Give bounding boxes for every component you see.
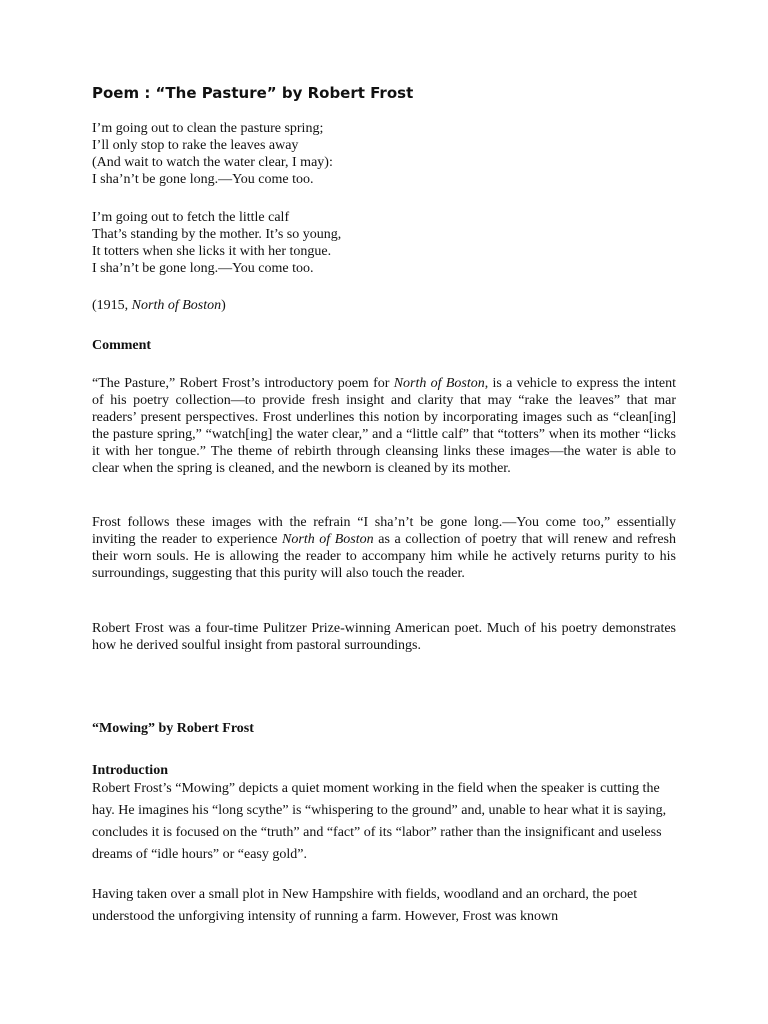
mowing-title: “Mowing” by Robert Frost	[92, 721, 254, 736]
poem-citation	[92, 297, 226, 314]
introduction-heading: Introduction	[92, 763, 168, 778]
poem-line: It totters when she licks it with her tongue.	[92, 244, 332, 259]
paragraph-text: as a collection of poetry that will renew and refresh their worn souls. He is allowing the reader to accompany him while he actively returns purity to his surroundings, suggesting that this purity will also touch the reader.	[92, 532, 676, 581]
poem-line: I sha’n’t be gone long.—You come too.	[92, 172, 314, 187]
poem-line: I’m going out to fetch the little calf	[92, 210, 290, 225]
poem-stanza-2	[92, 209, 341, 277]
poem-line: (And wait to watch the water clear, I may):	[92, 155, 333, 170]
comment-heading: Comment	[92, 338, 152, 353]
book-title: North of Boston	[393, 376, 485, 391]
book-title: North of Boston	[282, 532, 374, 547]
citation-close: )	[221, 298, 226, 313]
poem-line: I’m going out to clean the pasture spring;	[92, 121, 324, 136]
poem-line: I sha’n’t be gone long.—You come too.	[92, 261, 314, 276]
poem-line: I’ll only stop to rake the leaves away	[92, 138, 299, 153]
poem-title: Poem : “The Pasture” by Robert Frost	[92, 84, 414, 102]
paragraph-text: , is a vehicle to express the intent of his poetry collection—to provide fresh insight and clarity that may “rake the leaves” that mar readers’ present perspectives. Frost underlines this notion by incorporating images such as “clean[ing] the pasture spring,” “watch[ing] the water clear,” and a “little calf” that “totters” when its mother “licks it with her tongue.” The theme of rebirth through cleansing links these images—the water is able to clear when the spring is cleaned, and the newborn is cleaned by its mother.	[92, 376, 676, 476]
introduction-paragraph-1: Robert Frost’s “Mowing” depicts a quiet moment working in the field when the speaker is cutting the hay. He imagines his “long scythe” is “whispering to the ground” and, unable to hear what it is saying, concludes it is focused on the “truth” and “fact” of its “labor” rather than the insignificant and useless dreams of “idle hours” or “easy gold”.	[92, 781, 667, 862]
comment-paragraph-1	[92, 375, 676, 477]
comment-paragraph-3: Robert Frost was a four-time Pulitzer Prize-winning American poet. Much of his poetry demonstrates how he derived soulful insight from pastoral surroundings.	[92, 621, 676, 653]
poem-stanza-1	[92, 120, 333, 188]
citation-book: North of Boston	[131, 298, 222, 313]
paragraph-text: Frost follows these images with the refrain “I sha’n’t be gone long.—You come too,” essentially inviting the reader to experience	[92, 515, 676, 547]
citation-open: (1915,	[92, 298, 132, 313]
comment-paragraph-2	[92, 514, 676, 582]
poem-line: That’s standing by the mother. It’s so young,	[92, 227, 342, 242]
introduction-paragraph-2: Having taken over a small plot in New Hampshire with fields, woodland and an orchard, the poet understood the unforgiving intensity of running a farm. However, Frost was known	[92, 887, 638, 924]
paragraph-text: “The Pasture,” Robert Frost’s introductory poem for	[92, 376, 394, 391]
